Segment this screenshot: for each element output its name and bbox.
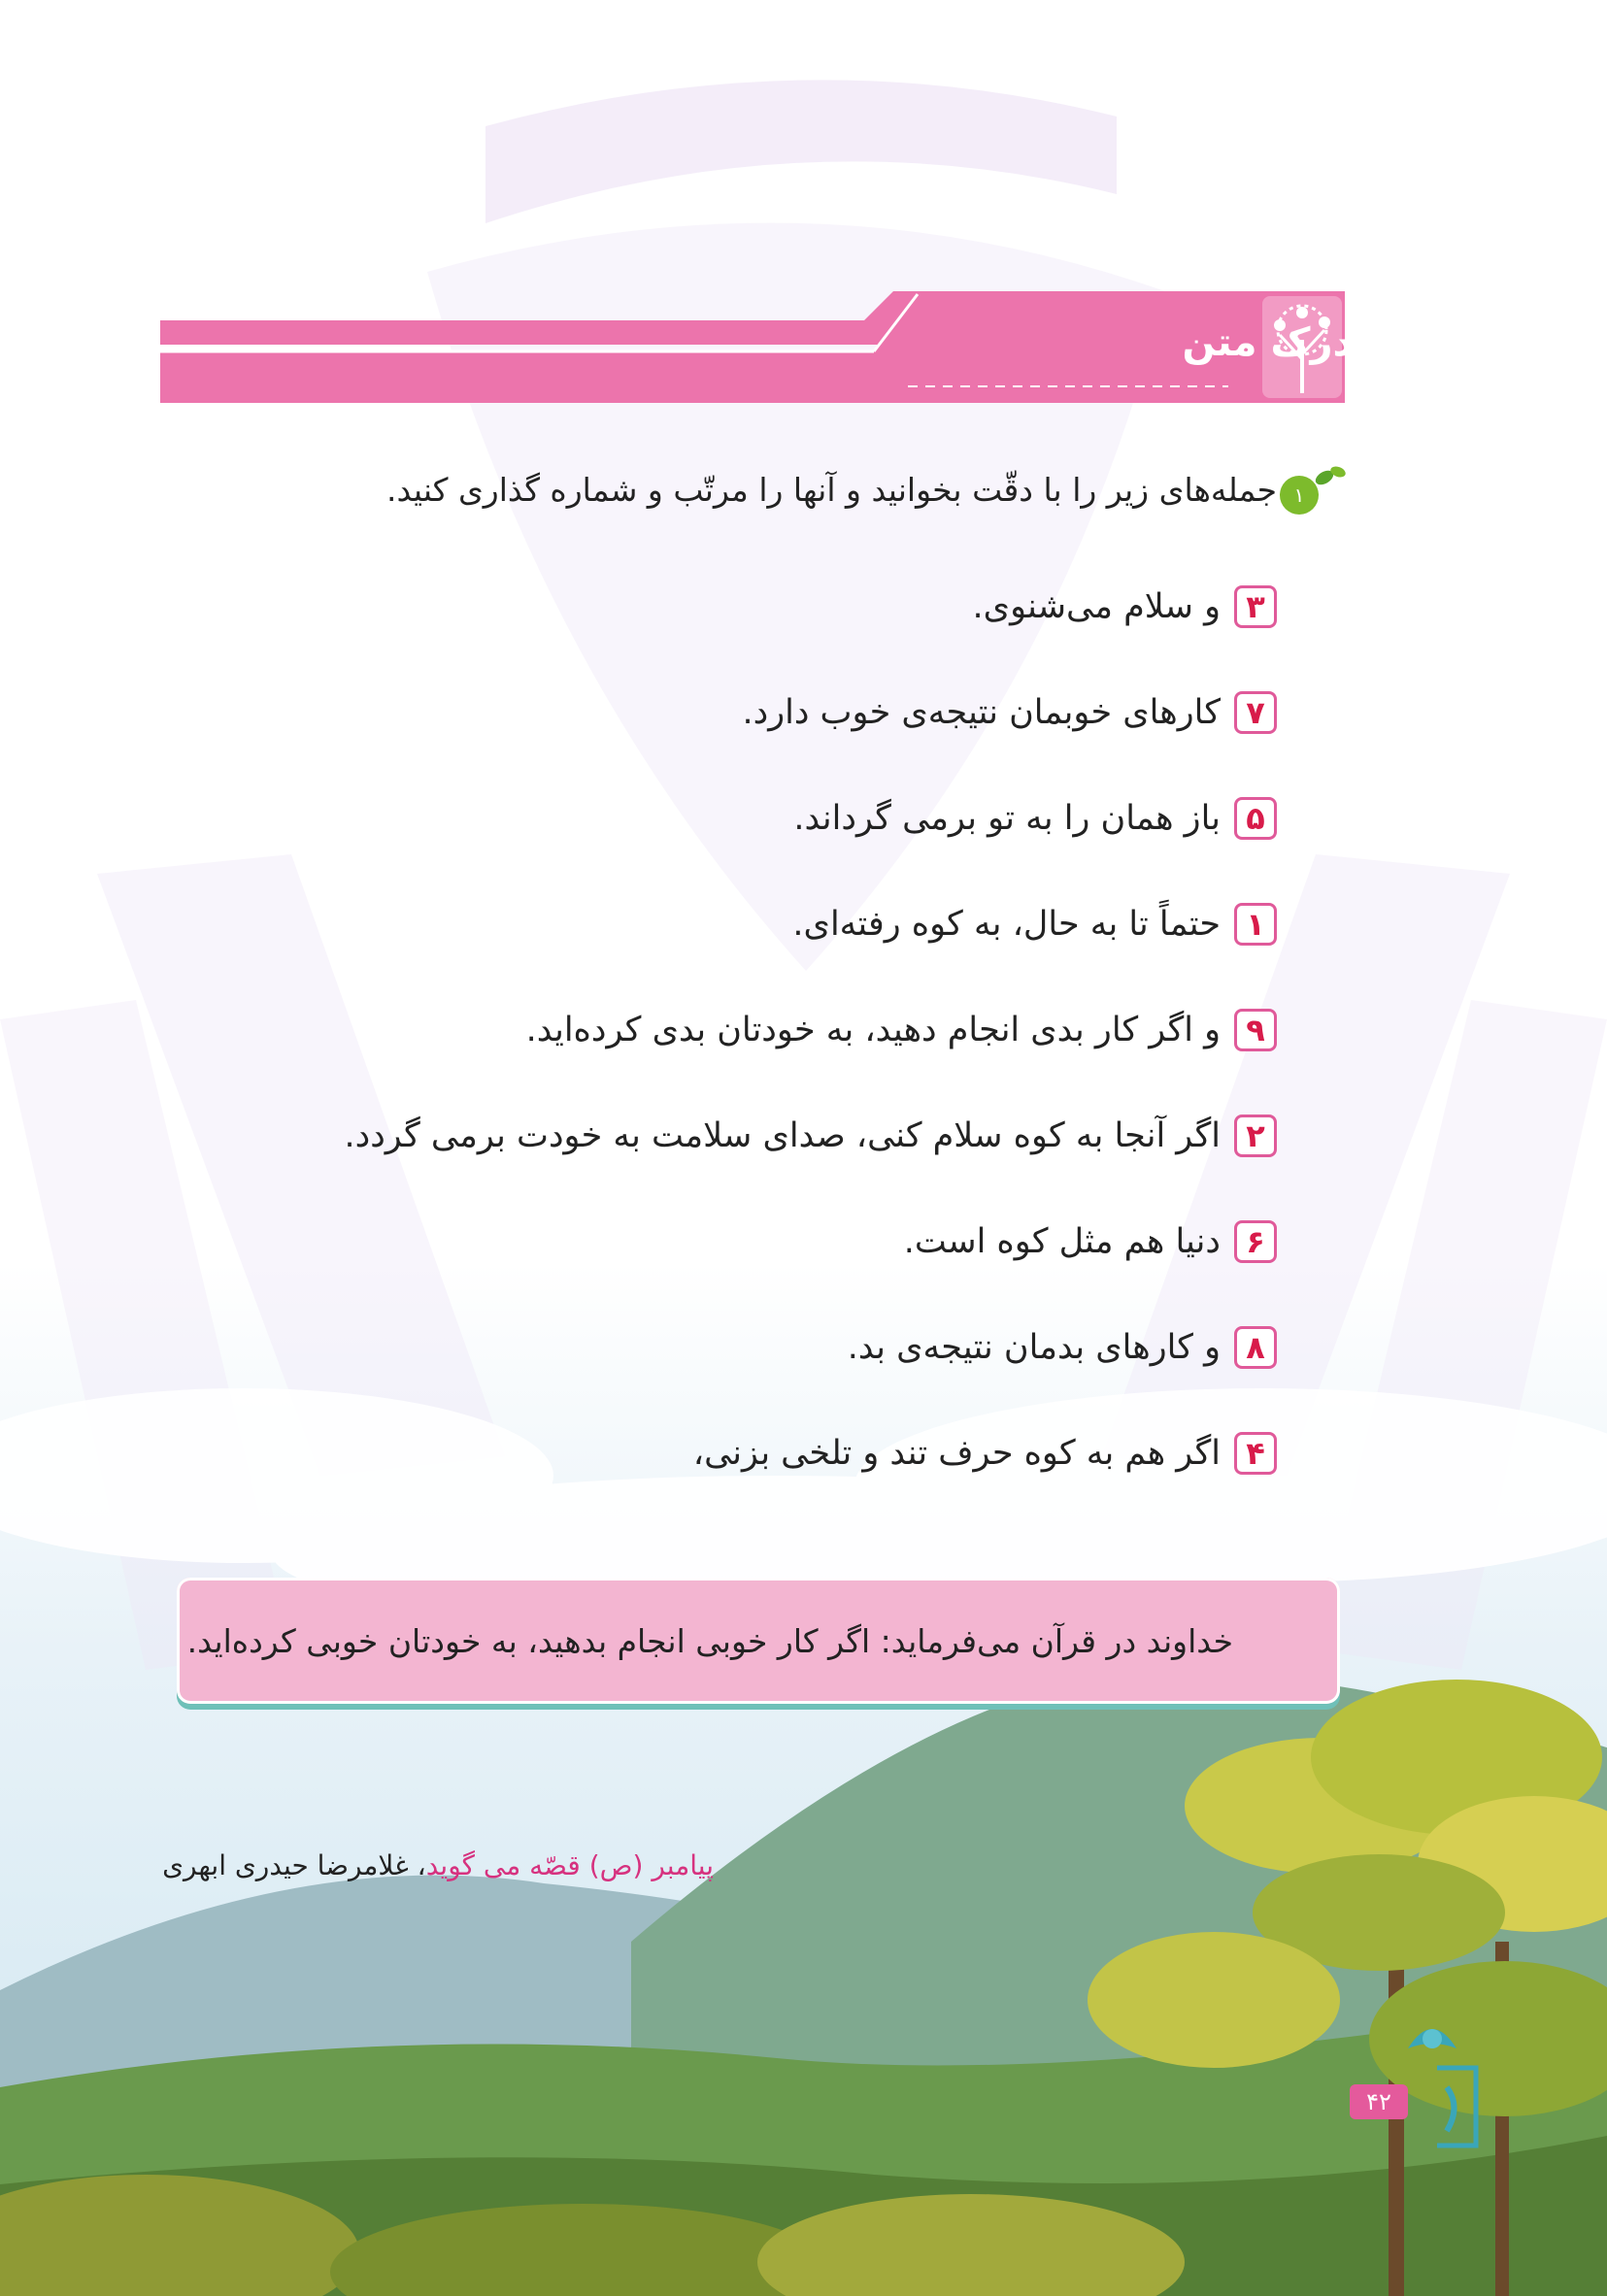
item-text: و کارهای بدمان نتیجه‌ی بد. [847,1328,1221,1367]
item-number-box: ۱ [1234,903,1277,946]
item-number-box: ۲ [1234,1115,1277,1157]
list-item [848,1318,1277,1377]
source-author: ، غلامرضا حیدری ابهری [162,1849,426,1881]
item-number-box: ۴ [1234,1432,1277,1475]
item-number-box: ۳ [1234,585,1277,628]
list-item [793,789,1277,848]
list-item [526,1001,1277,1059]
item-text: اگر هم به کوه حرف تند و تلخی بزنی، [692,1434,1221,1473]
source-credit [162,1849,714,1881]
publisher-logo [1379,2010,1486,2155]
list-item [742,683,1277,742]
list-item [973,578,1277,636]
list-item [792,895,1277,953]
item-text: و اگر کار بدی انجام دهید، به خودتان بدی کرده‌اید. [525,1011,1221,1049]
item-text: اگر آنجا به کوه سلام کنی، صدای سلامت به خودت برمی گردد. [344,1116,1221,1155]
source-book-title: پیامبر (ص) قصّه می گوید [425,1849,714,1881]
item-number-box: ۹ [1234,1009,1277,1051]
item-text: حتماً تا به حال، به کوه رفته‌ای. [792,905,1221,944]
list-item [693,1424,1277,1482]
section-title: درک متن [1182,320,1353,365]
section-header-banner [0,0,1607,427]
item-text: باز همان را به تو برمی گرداند. [793,799,1221,838]
quote-text: خداوند در قرآن می‌فرماید: اگر کار خوبی انجام بدهید، به خودتان خوبی کرده‌اید. [186,1621,1233,1660]
page-number: ۴۲ [1350,2084,1408,2119]
item-number-box: ۵ [1234,797,1277,840]
item-text: و سلام می‌شنوی. [972,587,1221,626]
list-item [904,1213,1277,1271]
item-text: کارهای خوبمان نتیجه‌ی خوب دارد. [742,693,1221,732]
item-number-box: ۶ [1234,1220,1277,1263]
instruction-number-badge: ۱ [1280,476,1319,515]
item-text: دنیا هم مثل کوه است. [903,1222,1221,1261]
instruction-text: جمله‌های زیر را با دقّت بخوانید و آنها را مرتّب و شماره گذاری کنید. [386,471,1277,509]
list-item [345,1107,1278,1165]
quote-box [177,1578,1340,1704]
item-number-box: ۷ [1234,691,1277,734]
item-number-box: ۸ [1234,1326,1277,1369]
